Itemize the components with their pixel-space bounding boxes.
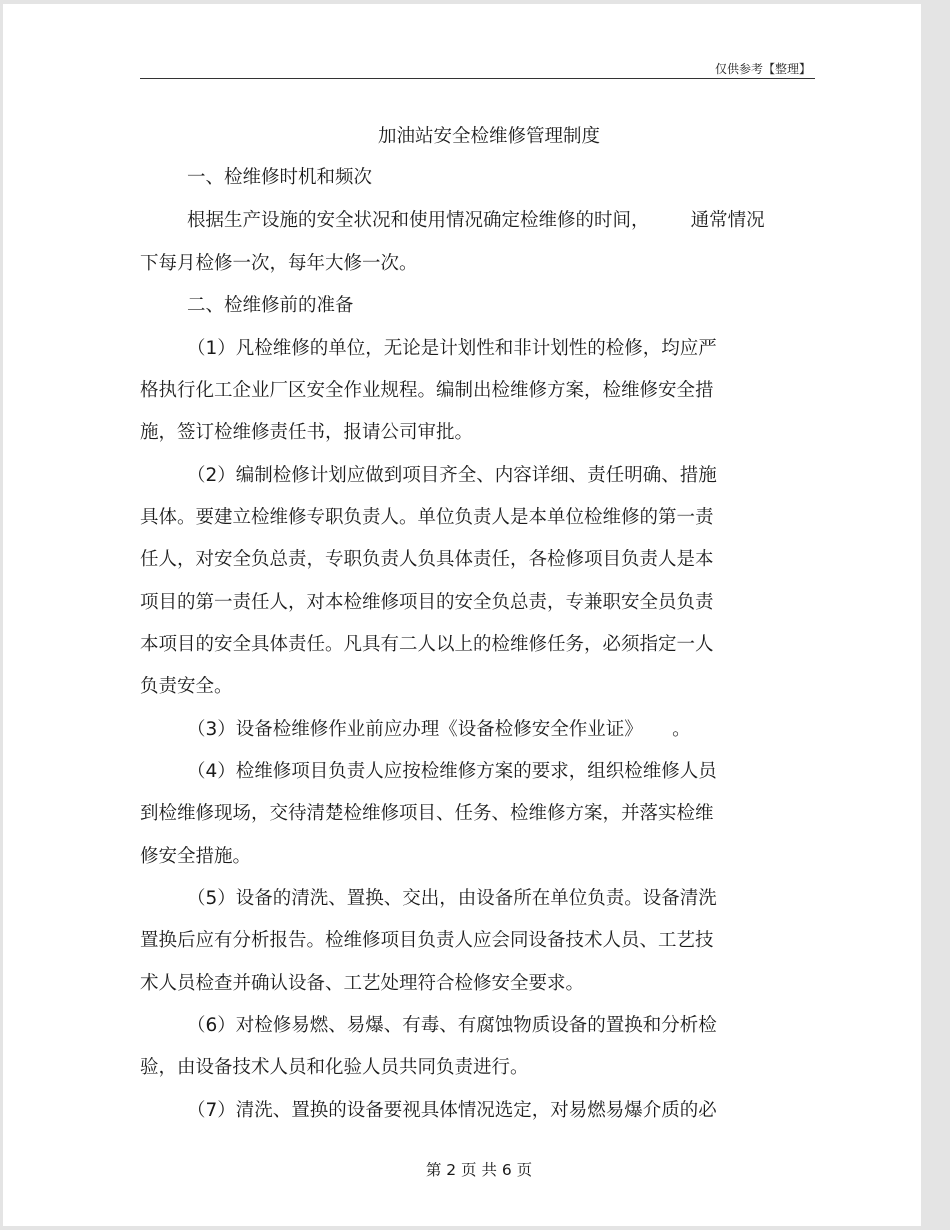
paragraph-line: 本项目的安全具体责任。凡具有二人以上的检维修任务，必须指定一人: [140, 634, 714, 655]
paragraph-line: 具体。要建立检维修专职负责人。单位负责人是本单位检维修的第一责: [140, 507, 714, 528]
paragraph-line: 验，由设备技术人员和化验人员共同负责进行。: [140, 1057, 529, 1078]
section-heading: 二、检维修前的准备: [187, 295, 354, 316]
paragraph-line: （1）凡检维修的单位，无论是计划性和非计划性的检修，均应严: [187, 338, 717, 359]
paragraph-line: 格执行化工企业厂区安全作业规程。编制出检维修方案，检维修安全措: [140, 380, 714, 401]
paragraph-line: （2）编制检修计划应做到项目齐全、内容详细、责任明确、措施: [187, 465, 717, 486]
paragraph-line: （5）设备的清洗、置换、交出，由设备所在单位负责。设备清洗: [187, 888, 717, 909]
page-number: 第 2 页 共 6 页: [425, 1161, 533, 1179]
paragraph-line: 置换后应有分析报告。检维修项目负责人应会同设备技术人员、工艺技: [140, 930, 714, 951]
paragraph-line: 施，签订检维修责任书，报请公司审批。: [140, 422, 474, 443]
paragraph-line: 下每月检修一次，每年大修一次。: [140, 253, 418, 274]
paragraph-line: 任人，对安全负总责，专职负责人负具体责任，各检修项目负责人是本: [140, 549, 714, 570]
paragraph-line: 根据生产设施的安全状况和使用情况确定检维修的时间， 通常情况: [187, 210, 765, 231]
paragraph-line: 术人员检查并确认设备、工艺处理符合检修安全要求。: [140, 973, 585, 994]
paragraph-line: （3）设备检维修作业前应办理《设备检修安全作业证》 。: [187, 719, 691, 740]
paragraph-line: 负责安全。: [140, 676, 233, 697]
document-title: 加油站安全检维修管理制度: [377, 126, 600, 147]
paragraph-line: 项目的第一责任人，对本检维修项目的安全负总责，专兼职安全员负责: [140, 592, 714, 613]
paragraph-line: （4）检维修项目负责人应按检维修方案的要求，组织检维修人员: [187, 761, 717, 782]
header-rule: [140, 78, 815, 79]
paragraph-line: （6）对检修易燃、易爆、有毒、有腐蚀物质设备的置换和分析检: [187, 1015, 717, 1036]
paragraph-line: 修安全措施。: [140, 846, 252, 867]
document-page: [3, 4, 921, 1226]
paragraph-line: 到检维修现场，交待清楚检维修项目、任务、检维修方案，并落实检维: [140, 803, 714, 824]
header-note: 仅供参考【整理】: [714, 62, 811, 76]
paragraph-line: （7）清洗、置换的设备要视具体情况选定，对易燃易爆介质的必: [187, 1100, 717, 1121]
section-heading: 一、检维修时机和频次: [187, 167, 373, 188]
